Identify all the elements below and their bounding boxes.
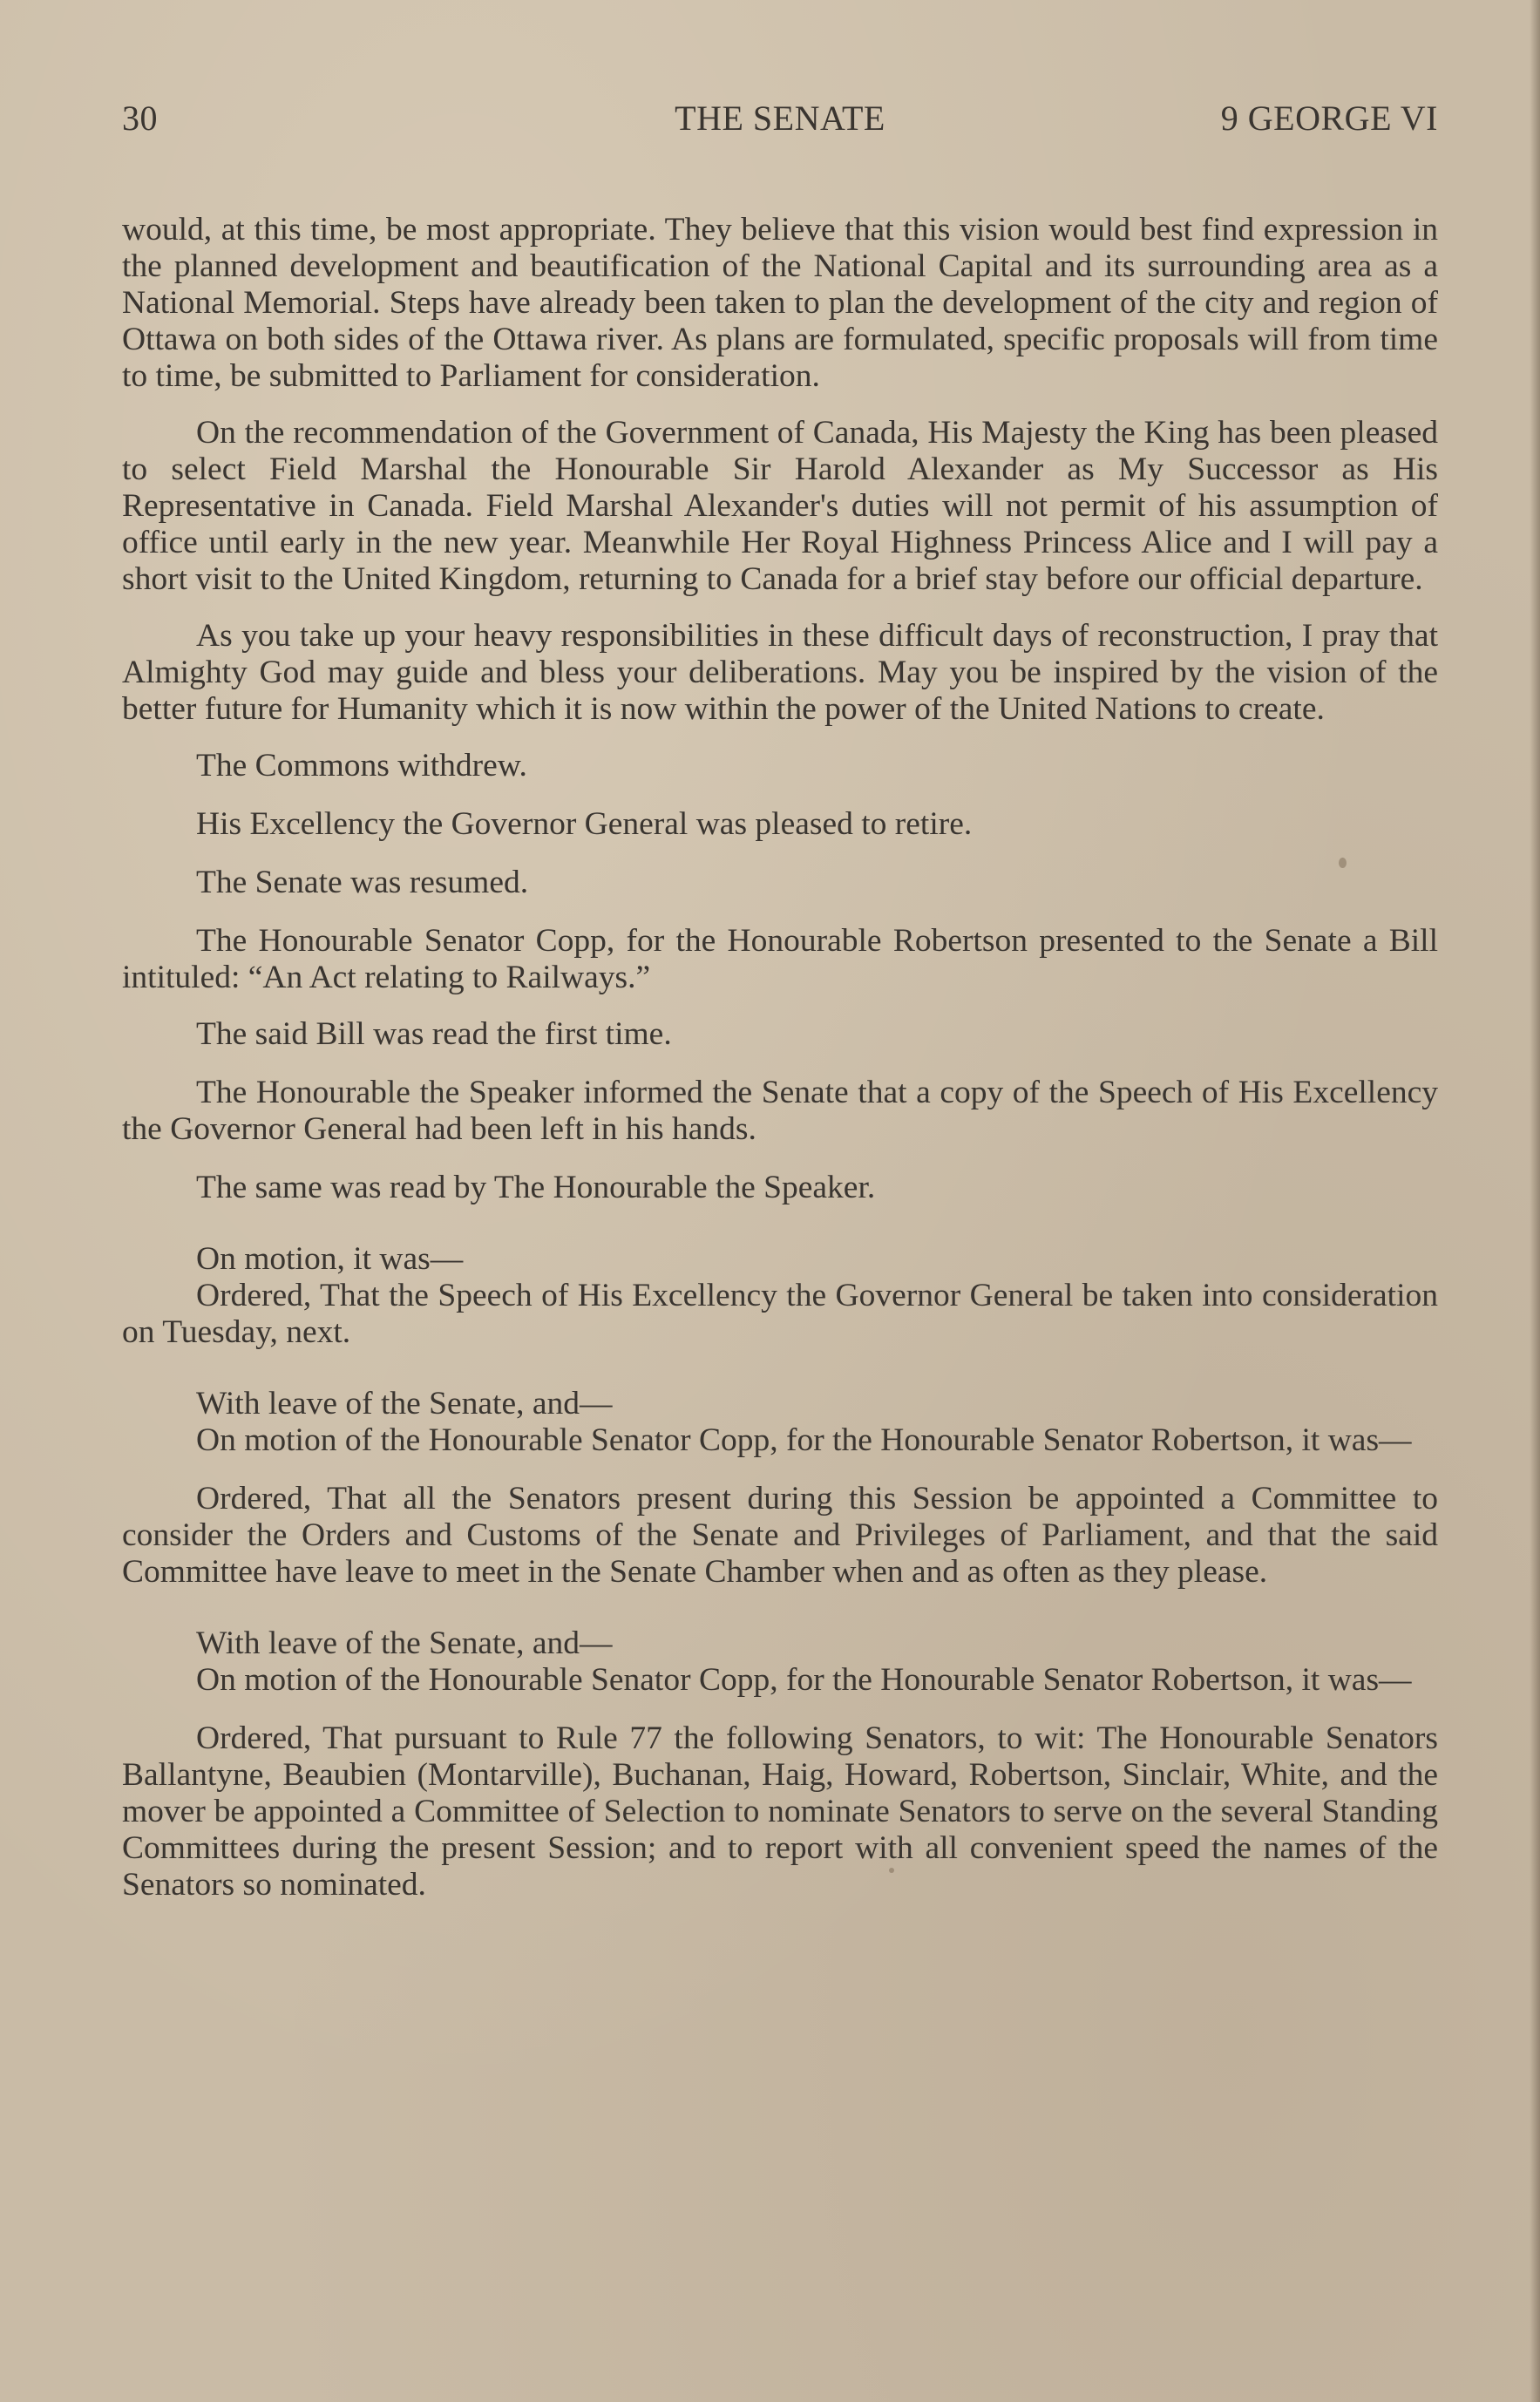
paragraph-governor-retired: His Excellency the Governor General was pleased to retire. <box>196 806 973 842</box>
paragraph-motion-copp-2: On motion of the Honourable Senator Copp, for the Honourable Senator Robertson, it was— <box>196 1662 1412 1698</box>
paragraph-commons-withdrew: The Commons withdrew. <box>196 748 527 784</box>
journal-body <box>122 212 1438 1903</box>
paragraph-leave-of-senate: With leave of the Senate, and— <box>196 1386 613 1422</box>
ink-speck <box>1339 858 1347 868</box>
paragraph-order-committee-privileges: Ordered, That all the Senators present during this Session be appointed a Committee to consider the Orders and Customs of the Senate and Privileges of Parliament, and that the said Committee have leave to meet in the Senate Chamber when and as often as they please. <box>122 1481 1438 1590</box>
paragraph-speech-read: The same was read by The Honourable the Speaker. <box>196 1170 876 1205</box>
page-number: 30 <box>122 98 158 138</box>
paragraph-on-motion: On motion, it was— <box>196 1241 464 1277</box>
paragraph-order-committee-selection: Ordered, That pursuant to Rule 77 the following Senators, to wit: The Honourable Senators Ballantyne, Beaubien (Montarville), Buchanan, Haig, Howard, Robertson, Sinclair, White, and the mover be appointed a Committee of Selection to nominate Senators to serve on the several Standing Committees during the present Session; and to report with all convenient speed the names of the Senators so nominated. <box>122 1720 1438 1903</box>
paragraph-speaker-informed: The Honourable the Speaker informed the Senate that a copy of the Speech of His Excellency the Governor General had been left in his hands. <box>122 1075 1438 1147</box>
regnal-year: 9 GEORGE VI <box>1220 98 1438 138</box>
page-edge-shadow <box>1530 0 1540 2402</box>
ink-speck <box>889 1868 894 1873</box>
paragraph-order-speech-consideration: Ordered, That the Speech of His Excellency the Governor General be taken into consideration on Tuesday, next. <box>122 1278 1438 1350</box>
paragraph-motion-copp: On motion of the Honourable Senator Copp, for the Honourable Senator Robertson, it was— <box>196 1422 1412 1458</box>
paragraph-closing-prayer: As you take up your heavy responsibilities in these difficult days of reconstruction, I pray that Almighty God may guide and bless your deliberations. May you be inspired by the vision of the better future for Humanity which it is now within the power of the United Nations to create. <box>122 618 1438 727</box>
running-head <box>122 98 1438 150</box>
paragraph-first-reading: The said Bill was read the first time. <box>196 1016 672 1052</box>
page-title: THE SENATE <box>675 98 885 138</box>
paragraph-senate-resumed: The Senate was resumed. <box>196 865 529 900</box>
paragraph-speech-continuation: would, at this time, be most appropriate. They believe that this vision would best find expression in the planned development and beautification of the National Capital and its surrounding area as a National Memorial. Steps have already been taken to plan the development of the city and region of Ottawa on both sides of the Ottawa river. As plans are formulated, specific proposals will from time to time, be submitted to Parliament for consideration. <box>122 212 1438 394</box>
paragraph-successor: On the recommendation of the Government of Canada, His Majesty the King has been pleased to select Field Marshal the Honourable Sir Harold Alexander as My Successor as His Representative in Canada. Field Marshal Alexander's duties will not permit of his assumption of office until early in the new year. Meanwhile Her Royal Highness Princess Alice and I will pay a short visit to the United Kingdom, returning to Canada for a brief stay before our official departure. <box>122 415 1438 597</box>
paragraph-railways-bill: The Honourable Senator Copp, for the Honourable Robertson presented to the Senate a Bill intituled: “An Act relating to Railways.” <box>122 923 1438 995</box>
paragraph-leave-of-senate-2: With leave of the Senate, and— <box>196 1625 613 1661</box>
